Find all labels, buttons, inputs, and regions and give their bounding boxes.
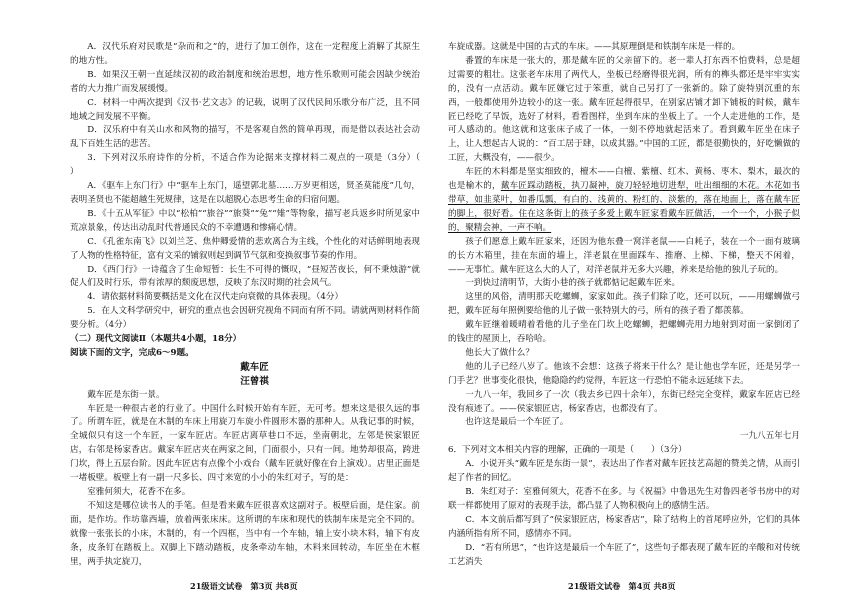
story-paragraph-7 [448, 166, 800, 236]
wood-text: 车匠的木料都是坚实细致的，檀木——白檀、紫檀、红木、黄杨、枣木、梨木，最次的也是榆木的， [448, 167, 800, 192]
underlined-passage: 戴车匠踩动踏板，执刀凝神，旋刀轻轻地切进犁，吐出细细的木花。木花如书带草，如韭菜叶，如番瓜瓢，有白的、浅黄的、粉红的、淡紫的，落在地面上，落在戴车匠的脚上，很好看。住在这条街上的孩子多爱上戴车匠家看戴车匠做活，一个一个，小猴子似的，聚精会神，一声不响。 [448, 181, 800, 233]
left-column [70, 41, 438, 569]
section-heading: （二）现代文阅读Ⅱ（本题共4小题，18分） [70, 334, 242, 345]
q3-option-d: D．《西门行》一诗蕴含了生命短暂：长生不可得的慨叹，“昼短苦夜长，何不秉烛游”就促人们及时行乐，带有浓厚的颓废思想，反映了东汉时期的社会风气。 [70, 264, 420, 289]
page-footer-left: 21级语文试卷 第3页 共8页 [190, 581, 298, 591]
option-a: A．汉代乐府对民歌是“杂而和之”的，进行了加工创作，这在一定程度上消解了其原生的地方性。 [70, 42, 420, 66]
question-5: 5．在人文科学研究中，研究的重点也会因研究视角不同而有所不同。请就两则材料作简要分析。（4分） [70, 306, 420, 331]
q3-option-b: B．《十五从军征》中以“松柏”“旅谷”“旅葵”“兔”“雉”等物象，描写老兵返乡时所见家中荒凉景象，传达出动乱时代普通民众的不幸遭遇和惨痛心情。 [70, 208, 420, 233]
story-paragraph-14: 一九八一年，我回乡了一次（我去乡已四十余年），东街已经完全变样，戴家车匠店已经没有痕迹了。——侯家银匠店，杨家香店，也都没有了。 [448, 389, 800, 414]
reading-instruction: 阅读下面的文字，完成6～9题。 [70, 347, 194, 358]
story-paragraph-13: 他的儿子已经八岁了。他该不会想：这孩子将来干什么？是让他也学车匠，还是另学一门手艺？世事变化很快，他隐隐约约觉得，车匠这一行恐怕不能永远延续下去。 [448, 361, 800, 386]
option-c: C．材料一中两次提到《汉书·艺文志》的记载，说明了汉代民间乐歌分布广泛，且不同地域之间发展不平衡。 [70, 97, 420, 122]
right-column [448, 41, 800, 569]
story-paragraph-10: 这里的风俗，清明那天吃螺蛳，家家如此。孩子们除了吃，还可以玩，——用螺蛳做弓把，戴车匠每年照例要给他的儿子做一张特别大的弓，所有的孩子看了都羡慕。 [448, 292, 800, 317]
story-paragraph-8: 孩子们愿意上戴车匠家来，还因为他东叠一窝洋老鼠——白耗子，装在一个一面有玻璃的长方木箱里，挂在东面的墙上，洋老鼠在里面踩车、推磨、上梯、下梯，整天不闲着，——无事忙。戴车匠这么大的人了，对洋老鼠并无多大兴趣，养来是给他的独儿子玩的。 [448, 236, 800, 275]
story-paragraph-1: 戴车匠是东街一景。 [87, 389, 165, 400]
option-b: B．如果汉王朝一直延续汉初的政治制度和统治思想，地方性乐歌则可能会因缺少统治者的大力推广而发展缓慢。 [70, 69, 420, 94]
q6-option-a: A．小说开头“戴车匠是东街一景”，表达出了作者对戴车匠技艺高超的赞美之情，从而引起了作者的回忆。 [448, 459, 800, 484]
story-title: 戴车匠 [240, 361, 269, 373]
story-paragraph-2: 车匠是一种很古老的行业了。中国什么时候开始有车匠，无可考。想来这是很久远的事了。所谓车匠，就是在木制的车床上用旋刀车旋小件圆形木器的那种人。从我记事的时候，全城似只有这一个车匠，一家车匠店。车匠店离草巷口不远，坐南朝北，左邻是侯家银匠店，右邻是杨家香店。戴家车匠店夹在两家之间，门面很小，只有一间。地势却很高，跨进门坎，得上五层台阶。因此车匠店有点像个小戏台（戴车匠就好像在台上演戏）。店里正面是一堵板壁。板壁上有一副一尺多长、四寸来宽的小小的朱红对子，写的是： [70, 403, 420, 484]
page-footer-right: 21级语文试卷 第4页 共8页 [568, 581, 676, 591]
option-d: D．汉乐府中有关山水和风物的描写，不是客观自然的简单再现，而是借以表达社会动乱下百姓生活的悲苦。 [70, 125, 420, 150]
q6-option-d: D．“若有所思”，“也许这是最后一个车匠了”，这些句子都表现了戴车匠的辛酸和对传统工艺消失 [448, 542, 800, 567]
story-author: 汪曾祺 [240, 375, 269, 387]
story-paragraph-15: 也许这是最后一个车匠了。 [465, 417, 569, 428]
q6-option-b: B．朱红对子：室雅何须大，花香不在多。与《祝福》中鲁迅先生对鲁四老爷书房中的对联一样都使用了原对的表现手法，都凸显了人物积极向上的感情生活。 [448, 487, 800, 511]
question-3: 3．下列对汉乐府诗作的分析，不适合作为论据来支撑材料二观点的一项是（3分）（ ） [70, 153, 438, 178]
question-6: 6．下列对文本相关内容的理解，正确的一项是（ ）（3分） [448, 445, 687, 456]
q3-option-a: A．《驱车上东门行》中“驱车上东门，遥望郭北墓……万岁更相送，贤圣莫能度”几句，表明圣贤也不能超越生死规律，这是在以超脱心态思考生命的归宿问题。 [70, 181, 420, 205]
story-date: 一九八五年七月 [739, 431, 800, 442]
story-paragraph-9: 一到快过清明节，大街小巷的孩子就都惦记起戴车匠来。 [465, 278, 681, 289]
q6-option-c: C．本文前后都写到了“侯家银匠店，杨家香店”，除了结构上的首尾呼应外，它们的具体内涵所指有所不同，感情亦不同。 [448, 514, 800, 539]
story-paragraph-12: 他长大了做什么？ [465, 347, 534, 358]
couplet: 室雅何须大，花香不在多。 [87, 487, 191, 497]
story-paragraph-6: 番置的车床是一张大的，那是戴车匠的父亲留下的。老一辈人打东西不怕费料，总是超过需要的粗壮。这张老车床用了两代人，坐板已经磨得很光润，所有的榫头都还是牢牢实实的，没有一点活动。戴车匠嫌它过于笨重，就自己另打了一张新的。除了旋特别沉重的东西，一般都使用外边较小的这一张。戴车匠起得很早，在别家店铺才卸下铺板的时候，戴车匠已经吃了早饭，选好了材料，看看图样，坐到车床的坐板上了。一个人走进他的工作，是可人感动的。他这就和这张床子成了一体，一刻不停地就起活来了。看到戴车匠坐在床子上，让人想起古人说的：“百工居于肆，以成其器。”中国的工匠，都是很勤快的，好吃懒做的工匠，大概没有，——很少。 [448, 55, 800, 164]
question-4: 4．请依据材料简要概括是文化在汉代走向衰微的具体表现。（4分） [87, 292, 344, 303]
story-paragraph-5: 车旋成器。这就是中国的古式的车床。——其原理倒是和铁制车床是一样的。 [448, 42, 741, 52]
story-paragraph-4: 不知这是哪位读书人的手笔。但是看来戴车匠很喜欢这副对子。板壁后面，是住家。前面，是作坊。作坊靠西墙，放着两张床床。这所谓的车床和现代的铁制车床是完全不同的。就像一张张长的小床，木制的，有一个四框，当中有一个车轴，轴上安小块木料，轴下有皮条，皮条钉在踏板上。双脚上下踏动踏板，皮条牵动车轴，木料来回转动，车匠坐在木框里，两手执定旋刀， [70, 500, 420, 567]
q3-option-c: C．《孔雀东南飞》以刘兰芝、焦仲卿爱情的悲欢离合为主线，个性化的对话鲜明地表现了人物的性格特征，富有文采的铺叙则起到调节气氛和变换叙事节奏的作用。 [70, 236, 420, 261]
story-paragraph-11: 戴车匠继着暖晴着看他的儿子坐在门坎上吃螺蛳，把螺蛳壳用力地射到对面一家倒闭了的钱庄的屋顶上，吞哈哈。 [448, 320, 800, 345]
